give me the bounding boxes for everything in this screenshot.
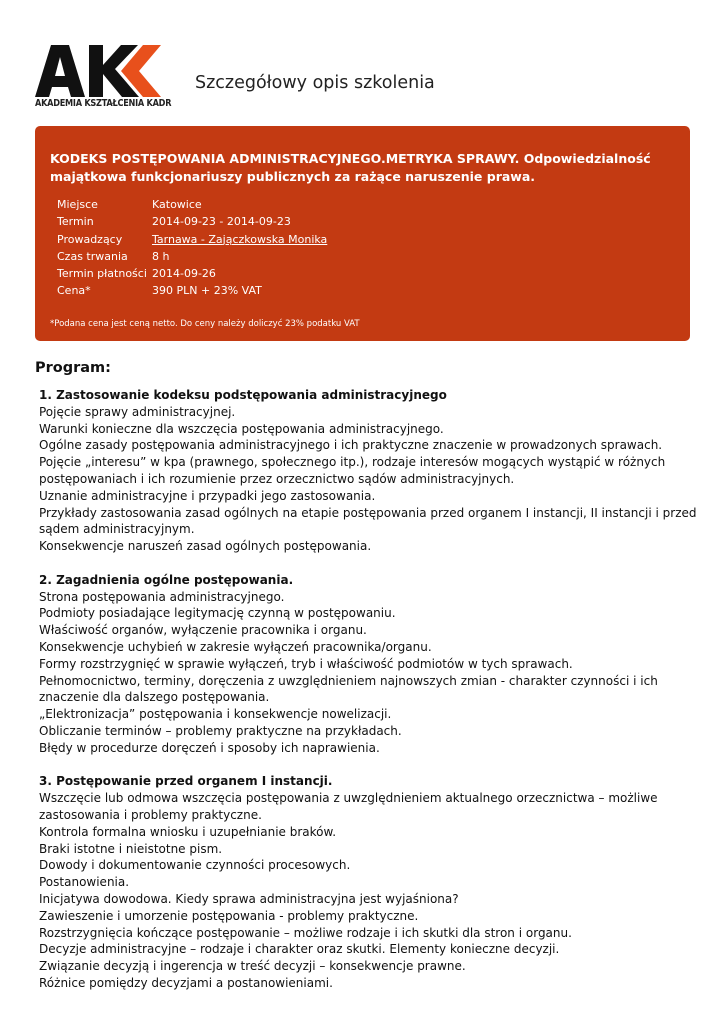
detail-label: Cena* <box>57 284 91 298</box>
akk-logo <box>35 45 170 113</box>
program-line: Podmioty posiadające legitymację czynną w postępowaniu. <box>39 606 396 621</box>
program-line: Formy rozstrzygnięć w sprawie wyłączeń, tryb i właściwość podmiotów w tych sprawach. <box>39 656 573 671</box>
detail-value: Katowice <box>152 198 202 211</box>
program-line: Ogólne zasady postępowania administracyjnego i ich praktyczne znaczenie w prowadzonych sprawach. <box>39 438 663 453</box>
program-line: Zawieszenie i umorzenie postępowania - problemy praktyczne. <box>39 908 419 923</box>
detail-row-duration <box>57 248 327 265</box>
program-line: Braki istotne i nieistotne pism. <box>39 841 223 856</box>
program-line: Postanowienia. <box>39 875 130 890</box>
program-section <box>39 572 699 757</box>
detail-row-price <box>57 282 327 299</box>
program-line: Pojęcie „interesu” w kpa (prawnego, społecznego itp.), rodzaje interesów mogących wystąpić w różnych postępowaniach i ich rozumienie przez orzecznictwo sądów administracyjnych. <box>39 455 666 486</box>
program-line: Przykłady zastosowania zasad ogólnych na etapie postępowania przed organem I instancji, II instancji i przed sądem administracyjnym. <box>39 505 697 537</box>
program-line: Kontrola formalna wniosku i uzupełnianie braków. <box>39 824 337 839</box>
section-title: 3. Postępowanie przed organem I instancji. <box>39 774 333 789</box>
program-heading: Program: <box>35 360 111 376</box>
course-title: KODEKS POSTĘPOWANIA ADMINISTRACYJNEGO.METRYKA SPRAWY. Odpowiedzialność majątkowa funkcjonariuszy publicznych za rażące naruszenie prawa. <box>50 151 651 184</box>
price-footnote: *Podana cena jest ceną netto. Do ceny należy doliczyć 23% podatku VAT <box>50 319 360 329</box>
program-line: Błędy w procedurze doręczeń i sposoby ich naprawienia. <box>39 740 380 755</box>
detail-label: Termin <box>57 215 94 229</box>
detail-label: Prowadzący <box>57 232 123 246</box>
program-line: Konsekwencje naruszeń zasad ogólnych postępowania. <box>39 539 372 554</box>
section-title: 2. Zagadnienia ogólne postępowania. <box>39 572 294 587</box>
detail-row-date <box>57 213 327 230</box>
program-section <box>39 387 699 555</box>
program-line: „Elektronizacja” postępowania i konsekwencje nowelizacji. <box>39 707 392 722</box>
logo-mark <box>35 45 170 97</box>
trainer-link[interactable]: Tarnawa - Zajączkowska Monika <box>152 232 328 246</box>
detail-row-trainer <box>57 231 327 248</box>
detail-label: Czas trwania <box>57 249 128 263</box>
program-line: Związanie decyzją i ingerencja w treść decyzji – konsekwencje prawne. <box>39 959 466 974</box>
detail-value: 8 h <box>152 249 170 263</box>
detail-row-place <box>57 196 327 213</box>
detail-value: 2014-09-26 <box>152 267 216 281</box>
detail-row-payment-date <box>57 265 327 282</box>
detail-value: 2014-09-23 - 2014-09-23 <box>152 215 291 229</box>
detail-label: Termin płatności <box>57 267 147 281</box>
page-title: Szczegółowy opis szkolenia <box>195 73 435 93</box>
section-title: 1. Zastosowanie kodeksu podstępowania administracyjnego <box>39 388 447 402</box>
detail-value: 390 PLN + 23% VAT <box>152 284 262 298</box>
program-line: Pełnomocnictwo, terminy, doręczenia z uwzględnieniem najnowszych zmian - charakter czynności i ich znaczenie dla dalszego postępowania. <box>39 673 658 705</box>
program-line: Pojęcie sprawy administracyjnej. <box>39 404 236 419</box>
program-section <box>39 773 699 991</box>
program-line: Różnice pomiędzy decyzjami a postanowieniami. <box>39 975 333 990</box>
program-line: Rozstrzygnięcia kończące postępowanie – możliwe rodzaje i ich skutki dla stron i organu. <box>39 925 572 940</box>
program-line: Inicjatywa dowodowa. Kiedy sprawa administracyjna jest wyjaśniona? <box>39 891 459 906</box>
program-line: Konsekwencje uchybień w zakresie wyłączeń pracownika/organu. <box>39 639 432 654</box>
program-line: Decyzje administracyjne – rodzaje i charakter oraz skutki. Elementy konieczne decyzji. <box>39 942 560 957</box>
program-line: Wszczęcie lub odmowa wszczęcia postępowania z uwzględnieniem aktualnego orzecznictwa – możliwe zastosowania i problemy praktyczne. <box>39 791 658 822</box>
logo-caption: AKADEMIA KSZTAŁCENIA KADR <box>35 98 172 109</box>
program-content <box>39 387 699 1008</box>
program-line: Strona postępowania administracyjnego. <box>39 589 285 604</box>
course-info-card <box>35 126 690 341</box>
program-line: Obliczanie terminów – problemy praktyczne na przykładach. <box>39 723 402 738</box>
program-line: Warunki konieczne dla wszczęcia postępowania administracyjnego. <box>39 421 444 436</box>
course-details <box>57 196 327 300</box>
program-line: Właściwość organów, wyłączenie pracownika i organu. <box>39 623 367 638</box>
detail-label: Miejsce <box>57 198 98 211</box>
program-line: Dowody i dokumentowanie czynności procesowych. <box>39 858 351 873</box>
program-line: Uznanie administracyjne i przypadki jego zastosowania. <box>39 488 376 503</box>
